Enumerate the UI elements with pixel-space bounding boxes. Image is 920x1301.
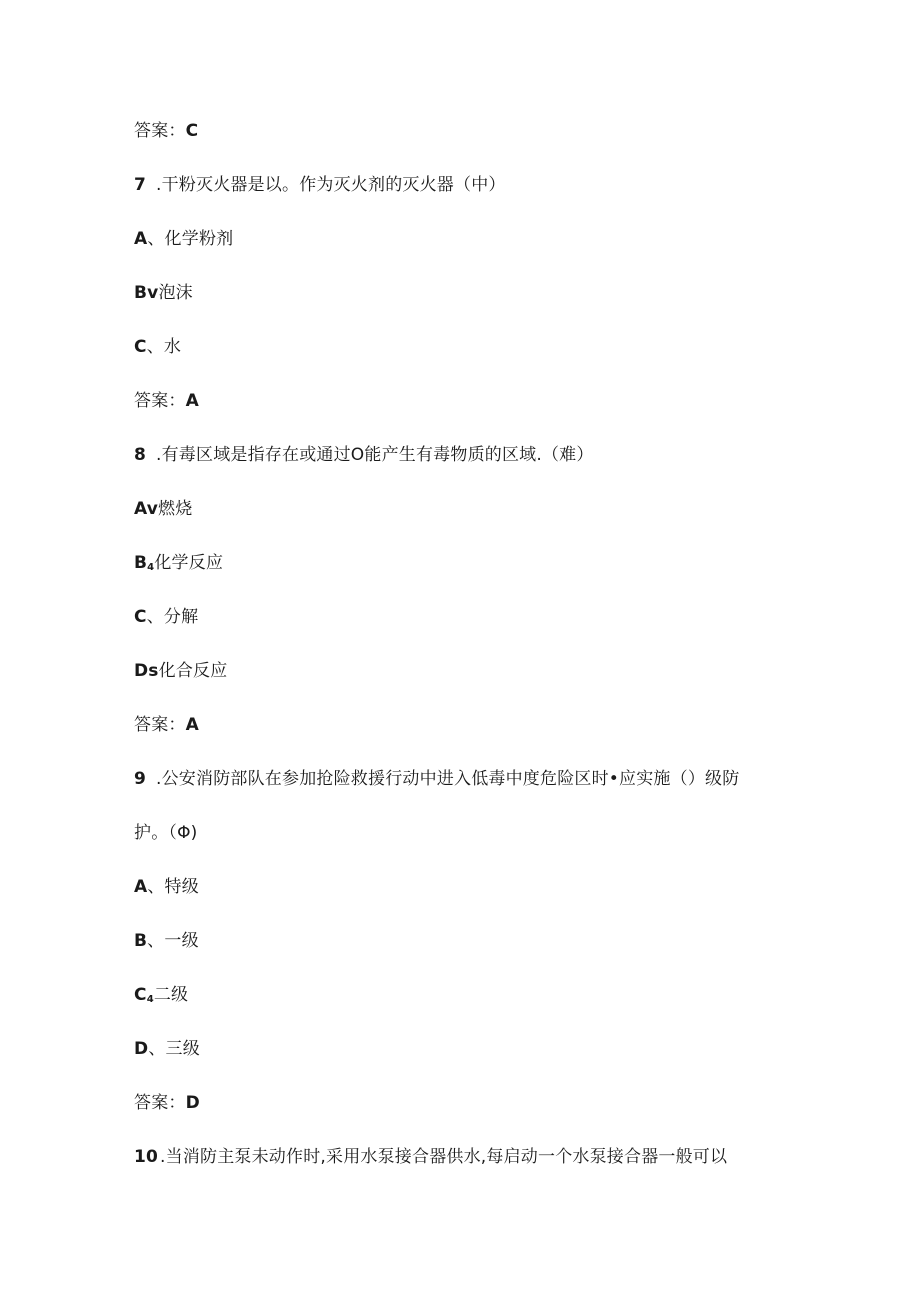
option-7b: [134, 282, 193, 304]
option-text: 、化学粉剂: [147, 229, 234, 249]
question-text: .公安消防部队在参加抢险救援行动中进入低毒中度危险区时•应实施（）级防: [156, 769, 740, 789]
option-label: C: [134, 607, 147, 627]
question-number: 8: [134, 445, 147, 465]
option-text: 、特级: [147, 877, 199, 897]
option-text: 、分解: [146, 607, 199, 627]
answer-value: A: [185, 715, 199, 735]
option-text: 化合反应: [158, 661, 228, 681]
option-7c: [134, 336, 181, 358]
answer-line-q7: [134, 390, 199, 412]
answer-prefix: 答案：: [134, 121, 186, 141]
option-text: 、一级: [147, 931, 199, 951]
option-label: B: [134, 553, 148, 573]
answer-line-q6: [134, 120, 198, 142]
option-label: B: [134, 931, 148, 951]
option-label: C: [134, 985, 147, 1005]
question-10: [134, 1146, 727, 1168]
option-9b: [134, 930, 199, 952]
option-text: 泡沫: [158, 283, 193, 303]
question-text: .当消防主泵未动作时,采用水泵接合器供水,每启动一个水泵接合器一般可以: [160, 1147, 728, 1167]
option-label: Bv: [134, 283, 159, 303]
option-label: D: [134, 1039, 149, 1059]
question-8: [134, 444, 594, 466]
question-9-continuation: [134, 822, 198, 844]
option-subscript: 4: [146, 994, 154, 1005]
answer-prefix: 答案：: [134, 1093, 186, 1113]
question-9: [134, 768, 739, 790]
option-7a: [134, 228, 233, 250]
option-text: 、三级: [148, 1039, 200, 1059]
option-text: 、水: [146, 337, 182, 357]
answer-value: C: [185, 121, 199, 141]
option-8c: [134, 606, 198, 628]
option-subscript: 4: [147, 562, 155, 573]
option-9d: [134, 1038, 200, 1060]
option-text: 燃烧: [158, 499, 193, 519]
option-text: 二级: [153, 985, 189, 1005]
option-label: C: [134, 337, 147, 357]
question-7: [134, 174, 506, 196]
question-number: 9: [134, 769, 147, 789]
question-text: .有毒区域是指存在或通过O能产生有毒物质的区域.（难）: [156, 445, 594, 465]
question-number: 7: [134, 175, 147, 195]
option-9a: [134, 876, 199, 898]
answer-value: D: [185, 1093, 200, 1113]
option-8d: [134, 660, 227, 682]
answer-prefix: 答案：: [134, 391, 186, 411]
option-label: A: [134, 877, 148, 897]
answer-line-q8: [134, 714, 199, 736]
answer-line-q9: [134, 1092, 200, 1114]
option-9c: [134, 984, 188, 1011]
option-label: Ds: [134, 661, 159, 681]
option-8b: [134, 552, 223, 579]
question-text: .干粉灭火器是以。作为灭火剂的灭火器（中）: [156, 175, 506, 195]
option-8a: [134, 498, 192, 520]
answer-value: A: [185, 391, 199, 411]
question-text: 护。（Φ): [134, 823, 198, 843]
option-text: 化学反应: [154, 553, 224, 573]
option-label: A: [134, 229, 148, 249]
question-number: 10: [134, 1147, 159, 1167]
answer-prefix: 答案：: [134, 715, 186, 735]
option-label: Av: [134, 499, 159, 519]
